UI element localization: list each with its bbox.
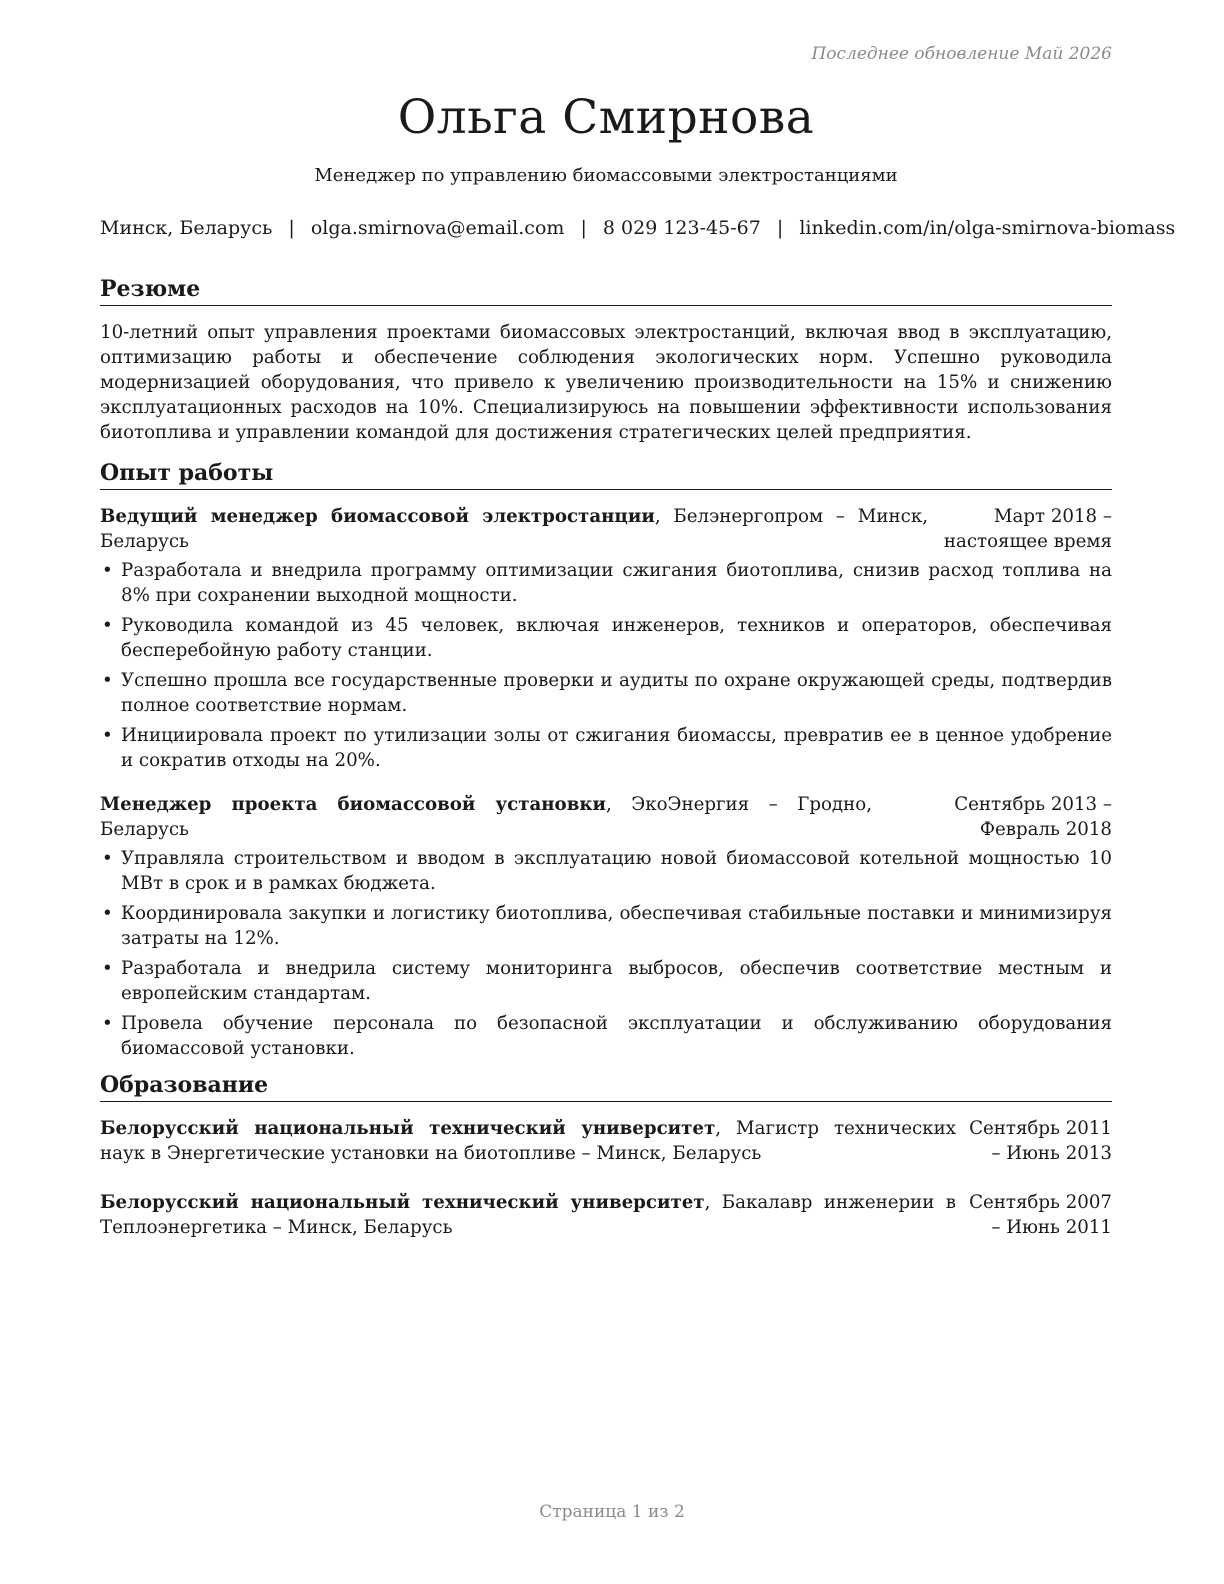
contact-separator: | (580, 217, 587, 239)
job-dates: Март 2018 – настоящее время (943, 506, 1112, 552)
candidate-name: Ольга Смирнова (397, 90, 815, 145)
job-entry (100, 504, 1112, 773)
job-dates: Сентябрь 2013 – Февраль 2018 (954, 794, 1112, 840)
job-title-line (100, 504, 928, 554)
education-section (100, 1071, 1112, 1240)
list-item: • Успешно прошла все государственные проверки и аудиты по охране окружающей среды, подтвердив полное соответствие нормам. (100, 668, 1112, 718)
contact-location: Минск, Беларусь (100, 217, 273, 239)
list-item: • Инициировала проект по утилизации золы от сжигания биомассы, превратив ее в ценное удобрение и сократив отходы на 20%. (100, 723, 1112, 773)
job-header (100, 792, 1112, 842)
list-item: • Разработала и внедрила систему мониторинга выбросов, обеспечив соответствие местным и европейским стандартам. (100, 956, 1112, 1006)
education-dates: Сентябрь 2011 – Июнь 2013 (969, 1118, 1112, 1164)
job-title-line (100, 792, 872, 842)
education-institution: Белорусский национальный технический университет (100, 1118, 716, 1139)
job-header (100, 504, 1112, 554)
job-entry (100, 792, 1112, 1061)
list-item: • Провела обучение персонала по безопасной эксплуатации и обслуживанию оборудования биомассовой установки. (100, 1011, 1112, 1061)
experience-section (100, 459, 1112, 1061)
job-position: Ведущий менеджер биомассовой электростанции (100, 506, 655, 527)
job-company: , Белэнергопром – Минск, Беларусь (100, 506, 928, 552)
education-dates: Сентябрь 2007 – Июнь 2011 (969, 1192, 1112, 1238)
contact-email[interactable]: olga.smirnova@email.com (310, 217, 565, 239)
education-details: , Бакалавр инженерии в Теплоэнергетика – Минск, Беларусь (100, 1192, 956, 1238)
last-updated-note: Последнее обновление Май 2026 (811, 44, 1112, 64)
job-bullets (100, 846, 1112, 1061)
page-number: Страница 1 из 2 (539, 1502, 685, 1522)
resume-page (100, 40, 1176, 1240)
contact-separator: | (776, 217, 784, 239)
summary-text: 10-летний опыт управления проектами биомассовых электростанций, включая ввод в эксплуатацию, оптимизацию работы и обеспечение соблюдения экологических норм. Успешно руководила модернизацией оборудования, что привело к увеличению производительности на 15% и снижению эксплуатационных расходов на 10%. Специализируюсь на повышении эффективности использования биотоплива и управлении командой для достижения стратегических целей предприятия. (100, 322, 1112, 443)
list-item: • Координировала закупки и логистику биотоплива, обеспечивая стабильные поставки и минимизируя затраты на 12%. (100, 901, 1112, 951)
education-entry (100, 1190, 1112, 1240)
contact-separator: | (288, 217, 295, 239)
education-institution: Белорусский национальный технический университет (100, 1192, 705, 1213)
list-item: • Разработала и внедрила программу оптимизации сжигания биотоплива, снизив расход топлива на 8% при сохранении выходной мощности. (100, 558, 1112, 608)
education-entry (100, 1116, 1112, 1166)
list-item: • Руководила командой из 45 человек, включая инженеров, техников и операторов, обеспечивая бесперебойную работу станции. (100, 613, 1112, 663)
list-item: • Управляла строительством и вводом в эксплуатацию новой биомассовой котельной мощностью 10 МВт в срок и в рамках бюджета. (100, 846, 1112, 896)
summary-heading: Резюме (100, 275, 1112, 306)
job-company: , ЭкоЭнергия – Гродно, Беларусь (100, 794, 872, 840)
contact-phone: 8 029 123-45-67 (602, 217, 761, 239)
summary-section (100, 275, 1112, 445)
education-heading: Образование (100, 1071, 1112, 1102)
candidate-title: Менеджер по управлению биомассовыми электростанциями (314, 165, 898, 186)
education-title-line (100, 1190, 956, 1240)
job-bullets (100, 558, 1112, 773)
education-details: , Магистр технических наук в Энергетические установки на биотопливе – Минск, Беларусь (100, 1118, 956, 1164)
contact-linkedin[interactable]: linkedin.com/in/olga-smirnova-biomass (799, 217, 1176, 239)
job-position: Менеджер проекта биомассовой установки (100, 794, 606, 815)
contact-line (100, 215, 1176, 241)
experience-heading: Опыт работы (100, 459, 1112, 490)
education-title-line (100, 1116, 956, 1166)
